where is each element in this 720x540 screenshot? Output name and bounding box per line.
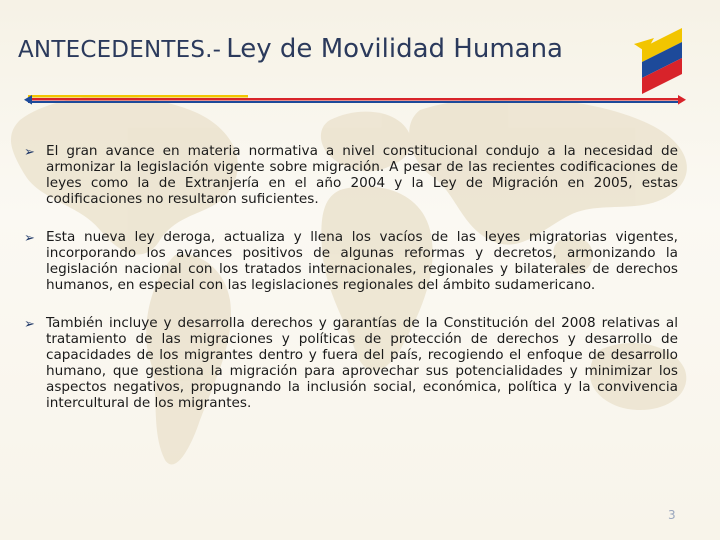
title-prefix: ANTECEDENTES.- xyxy=(18,37,222,63)
bullet-text: También incluye y desarrolla derechos y garantías de la Constitución del 2008 relativas al tratamiento de las migraciones y políticas de protección de derechos y desarrollo de capacidades de los migrantes dentro y fuera del país, recogiendo el enfoque de desarrollo humano, que gestiona la migración para aprovechar sus potencialidades y minimizar los aspectos negativos, propugnando la inclusión social, económica, política y la convivencia intercultural de los migrantes. xyxy=(46,315,678,411)
bullet-item xyxy=(24,315,678,411)
bullet-list xyxy=(24,143,678,433)
title-divider xyxy=(24,92,686,110)
bullet-text: Esta nueva ley deroga, actualiza y llena los vacíos de las leyes migratorias vigentes, incorporando los avances positivos de algunas reformas y decretos, armonizando la legislación nacional con los tratados internacionales, regionales y bilaterales de derechos humanos, en especial con las legislaciones regionales del ámbito sudamericano. xyxy=(46,229,678,293)
arrowhead-bullet-icon: ➢ xyxy=(24,317,35,332)
arrowhead-bullet-icon: ➢ xyxy=(24,231,35,246)
arrowhead-bullet-icon: ➢ xyxy=(24,145,35,160)
ecuador-flag-arrow-logo-icon xyxy=(632,28,690,94)
title-main: Ley de Movilidad Humana xyxy=(226,34,563,64)
bullet-text: El gran avance en materia normativa a nivel constitucional condujo a la necesidad de armonizar la legislación vigente sobre migración. A pesar de las recientes codificaciones de leyes como la de Extranjería en el año 2004 y la Ley de Migración en 2005, estas codificaciones no resultaron suficientes. xyxy=(46,143,678,207)
slide-title xyxy=(18,34,628,74)
bullet-item xyxy=(24,143,678,207)
page-number: 3 xyxy=(668,508,676,522)
bullet-item xyxy=(24,229,678,293)
